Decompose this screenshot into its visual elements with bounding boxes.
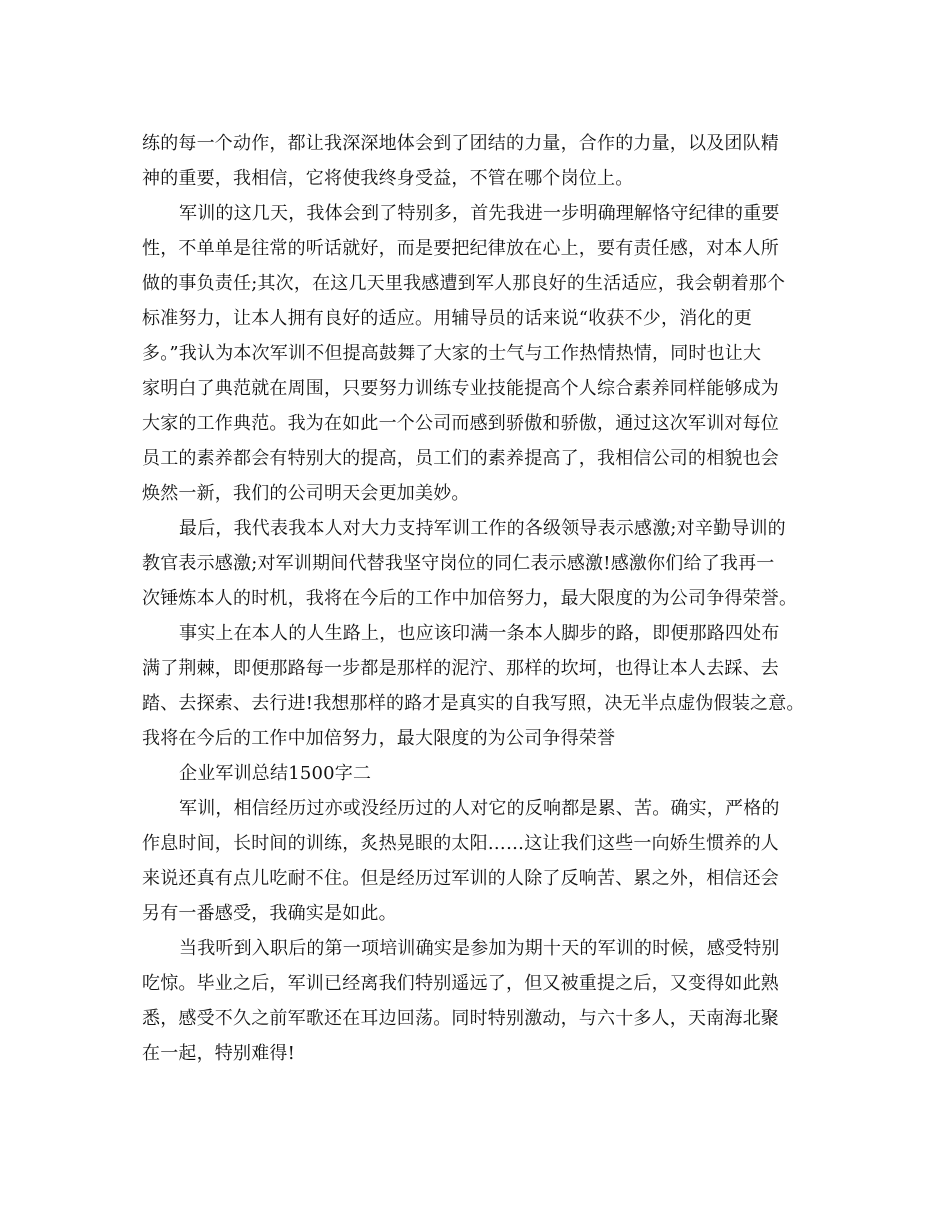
paragraph-start-line: 军训的这几天，我体会到了特别多，首先我进一步明确理解恪守纪律的重要: [179, 203, 780, 224]
text-line: 作息时间，长时间的训练，炙热晃眼的太阳……这让我们这些一向娇生惯养的人: [142, 833, 779, 854]
text-line: 悉，感受不久之前军歌还在耳边回荡。同时特别激动，与六十多人，天南海北聚: [142, 1008, 779, 1029]
text-line: 来说还真有点儿吃耐不住。但是经历过军训的人除了反响苦、累之外，相信还会: [142, 868, 779, 889]
text-line: 性，不单单是往常的听话就好，而是要把纪律放在心上，要有责任感，对本人所: [142, 238, 779, 259]
text-line: 练的每一个动作，都让我深深地体会到了团结的力量，合作的力量，以及团队精: [142, 133, 779, 154]
text-line: 标准努力，让本人拥有良好的适应。用辅导员的话来说“收获不少，消化的更: [142, 308, 752, 329]
paragraph-start-line: 当我听到入职后的第一项培训确实是参加为期十天的军训的时候，感受特别: [179, 938, 780, 959]
text-line: 另有一番感受，我确实是如此。: [142, 903, 397, 924]
text-line: 满了荆棘，即便那路每一步都是那样的泥泞、那样的坎坷，也得让本人去踩、去: [142, 658, 779, 679]
section-heading: 企业军训总结1500字二: [179, 763, 372, 784]
text-line: 员工的素养都会有特别大的提高，员工们的素养提高了，我相信公司的相貌也会: [142, 448, 779, 469]
document-body: [142, 126, 812, 1071]
text-line: 在一起，特别难得!: [142, 1043, 296, 1064]
text-line: 家明白了典范就在周围，只要努力训练专业技能提高个人综合素养同样能够成为: [142, 378, 779, 399]
text-line: 踏、去探索、去行进!我想那样的路才是真实的自我写照，决无半点虚伪假装之意。: [142, 693, 805, 714]
text-line: 教官表示感激;对军训期间代替我坚守岗位的同仁表示感激!感激你们给了我再一: [142, 553, 775, 574]
text-line: 神的重要，我相信，它将使我终身受益，不管在哪个岗位上。: [142, 168, 634, 189]
paragraph-start-line: 事实上在本人的人生路上，也应该印满一条本人脚步的路，即便那路四处布: [179, 623, 780, 644]
text-line: 焕然一新，我们的公司明天会更加美妙。: [142, 483, 470, 504]
paragraph-start-line: 最后，我代表我本人对大力支持军训工作的各级领导表示感激;对辛勤导训的: [179, 518, 786, 539]
text-line: 做的事负责任;其次，在这几天里我感遭到军人那良好的生活适应，我会朝着那个: [142, 273, 786, 294]
text-line: 我将在今后的工作中加倍努力，最大限度的为公司争得荣誉: [142, 728, 616, 749]
text-line: 大家的工作典范。我为在如此一个公司而感到骄傲和骄傲，通过这次军训对每位: [142, 413, 779, 434]
text-line: 次锤炼本人的时机，我将在今后的工作中加倍努力，最大限度的为公司争得荣誉。: [142, 588, 798, 609]
paragraph-start-line: 军训，相信经历过亦或没经历过的人对它的反响都是累、苦。确实，严格的: [179, 798, 780, 819]
text-line: 吃惊。毕业之后，军训已经离我们特别遥远了，但又被重提之后，又变得如此熟: [142, 973, 779, 994]
text-line: 多。”我认为本次军训不但提高鼓舞了大家的士气与工作热情热情，同时也让大: [142, 343, 762, 364]
